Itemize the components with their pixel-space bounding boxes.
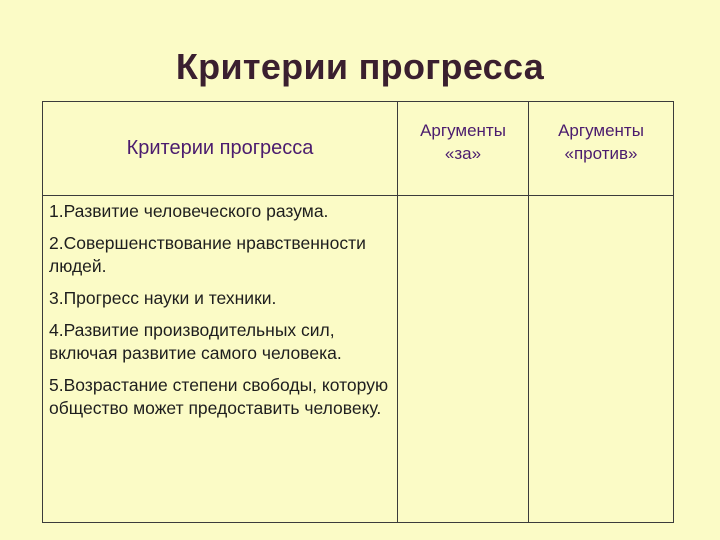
header-against-line2: «против» xyxy=(564,144,638,163)
criteria-table xyxy=(42,101,674,523)
header-criteria xyxy=(43,102,398,196)
slide-title: Критерии прогресса xyxy=(175,46,545,87)
header-for-line1: Аргументы xyxy=(420,121,506,140)
table-body-row xyxy=(43,196,674,523)
criteria-item-1: 1.Развитие человеческого разума. xyxy=(49,201,329,221)
header-criteria-label: Критерии прогресса xyxy=(126,137,314,159)
criteria-list-cell xyxy=(43,196,398,523)
criteria-item-4: 4.Развитие производительных сил, включая развитие самого человека. xyxy=(49,320,342,363)
criteria-item-2: 2.Совершенствование нравственности людей. xyxy=(49,233,366,276)
criteria-item-5: 5.Возрастание степени свободы, которую общество может предоставить человеку. xyxy=(49,375,389,418)
header-arguments-against xyxy=(529,102,674,196)
arguments-for-cell xyxy=(398,196,529,523)
criteria-item-3: 3.Прогресс науки и техники. xyxy=(49,288,277,308)
header-arguments-for xyxy=(398,102,529,196)
arguments-against-cell xyxy=(529,196,674,523)
header-against-line1: Аргументы xyxy=(558,121,644,140)
header-for-line2: «за» xyxy=(444,144,482,163)
table-header-row xyxy=(43,102,674,196)
